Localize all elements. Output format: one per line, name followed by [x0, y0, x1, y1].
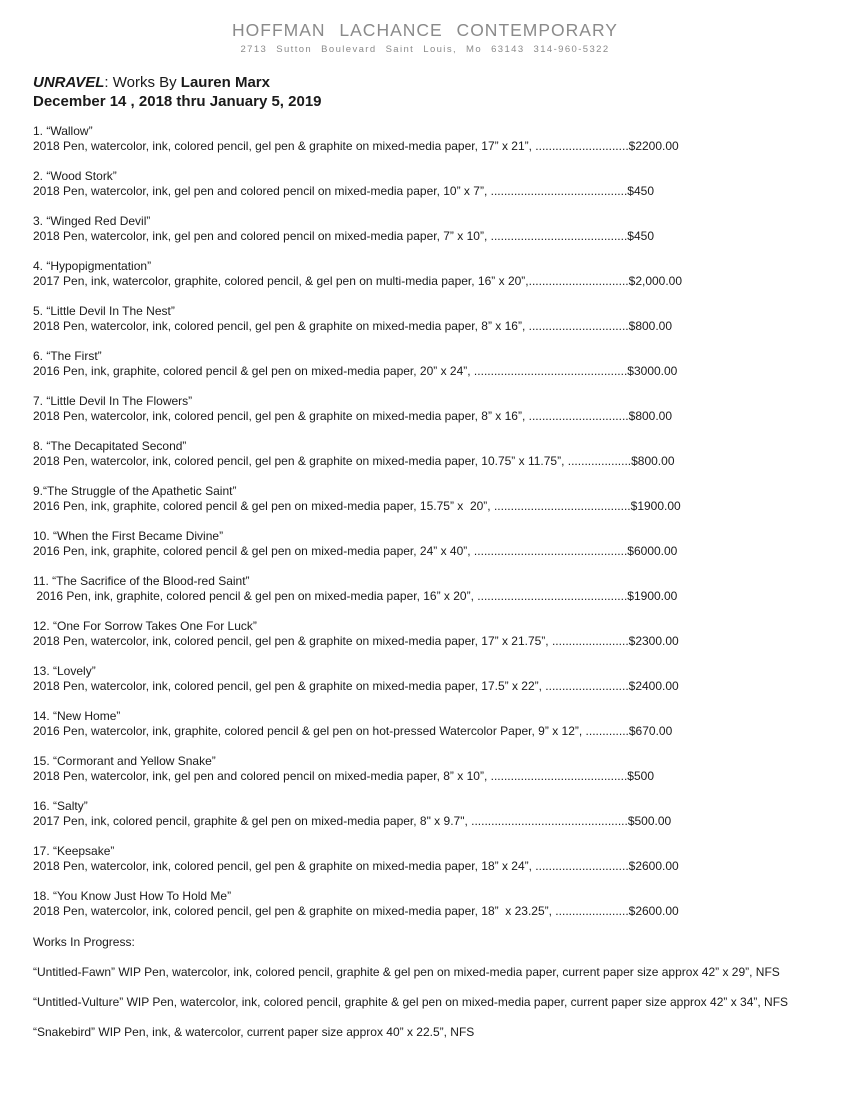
- gallery-address: 2713 Sutton Boulevard Saint Louis, Mo 63143 314-960-5322: [240, 44, 610, 55]
- work-detail: 2018 Pen, watercolor, ink, gel pen and colored pencil on mixed-media paper, 10” x 7”, .........................................$450: [33, 184, 654, 198]
- work-title: 13. “Lovely”: [33, 664, 96, 678]
- work-item: [33, 169, 833, 214]
- work-item: [33, 484, 833, 529]
- works-in-progress: [33, 935, 833, 1055]
- work-item: [33, 799, 833, 844]
- work-detail: 2016 Pen, ink, graphite, colored pencil & gel pen on mixed-media paper, 16” x 20”, .............................................$1900.00: [33, 589, 678, 603]
- work-title: 12. “One For Sorrow Takes One For Luck”: [33, 619, 257, 633]
- work-title: 15. “Cormorant and Yellow Snake”: [33, 754, 216, 768]
- wip-item: “Snakebird” WIP Pen, ink, & watercolor, current paper size approx 40” x 22.5”, NFS: [33, 1025, 475, 1039]
- work-item: [33, 844, 833, 889]
- exhibition-dates: December 14 , 2018 thru January 5, 2019: [33, 93, 322, 110]
- work-detail: 2018 Pen, watercolor, ink, colored pencil, gel pen & graphite on mixed-media paper, 18” x 23.25”, ......................$2600.00: [33, 904, 679, 918]
- artist-name: Lauren Marx: [180, 74, 270, 91]
- work-item: [33, 529, 833, 574]
- wip-item: “Untitled-Fawn” WIP Pen, watercolor, ink, colored pencil, graphite & gel pen on mixed-media paper, current paper size approx 42” x 29”, NFS: [33, 965, 780, 979]
- wip-item: “Untitled-Vulture” WIP Pen, watercolor, ink, colored pencil, graphite & gel pen on mixed-media paper, current paper size approx 42” x 34”, NFS: [33, 995, 789, 1009]
- work-item: [33, 619, 833, 664]
- work-title: 2. “Wood Stork”: [33, 169, 117, 183]
- work-item: [33, 349, 833, 394]
- work-detail: 2018 Pen, watercolor, ink, gel pen and colored pencil on mixed-media paper, 7” x 10”, .........................................$450: [33, 229, 654, 243]
- work-detail: 2018 Pen, watercolor, ink, colored pencil, gel pen & graphite on mixed-media paper, 17.5” x 22”, .........................$2400.00: [33, 679, 679, 693]
- work-detail: 2016 Pen, ink, graphite, colored pencil & gel pen on mixed-media paper, 15.75” x 20”, .........................................$1900.00: [33, 499, 681, 513]
- work-title: 8. “The Decapitated Second”: [33, 439, 187, 453]
- work-detail: 2017 Pen, ink, colored pencil, graphite & gel pen on mixed-media paper, 8" x 9.7", ...............................................$500.00: [33, 814, 672, 828]
- work-item: [33, 754, 833, 799]
- work-detail: 2018 Pen, watercolor, ink, colored pencil, gel pen & graphite on mixed-media paper, 18” x 24”, ............................$2600.00: [33, 859, 679, 873]
- work-item: [33, 394, 833, 439]
- work-detail: 2018 Pen, watercolor, ink, colored pencil, gel pen & graphite on mixed-media paper, 17” x 21”, ............................$2200.00: [33, 139, 679, 153]
- works-by-text: : Works By: [104, 74, 181, 91]
- work-title: 18. “You Know Just How To Hold Me”: [33, 889, 232, 903]
- work-item: [33, 439, 833, 484]
- work-detail: 2018 Pen, watercolor, ink, colored pencil, gel pen & graphite on mixed-media paper, 10.75” x 11.75”, ...................$800.00: [33, 454, 675, 468]
- gallery-name: HOFFMAN LACHANCE CONTEMPORARY: [232, 20, 618, 40]
- work-title: 16. “Salty”: [33, 799, 88, 813]
- work-title: 3. “Winged Red Devil”: [33, 214, 151, 228]
- work-item: [33, 304, 833, 349]
- work-detail: 2016 Pen, watercolor, ink, graphite, colored pencil & gel pen on hot-pressed Watercolor Paper, 9” x 12”, .............$670.00: [33, 724, 673, 738]
- work-item: [33, 889, 833, 934]
- work-title: 17. “Keepsake”: [33, 844, 115, 858]
- work-title: 14. “New Home”: [33, 709, 121, 723]
- exhibition-title-line: [33, 74, 322, 92]
- exhibition-title: UNRAVEL: [33, 74, 105, 91]
- work-item: [33, 124, 833, 169]
- work-item: [33, 709, 833, 754]
- work-detail: 2016 Pen, ink, graphite, colored pencil & gel pen on mixed-media paper, 20” x 24”, ..............................................$3000.00: [33, 364, 678, 378]
- work-title: 10. “When the First Became Divine”: [33, 529, 224, 543]
- work-item: [33, 664, 833, 709]
- work-title: 1. “Wallow”: [33, 124, 93, 138]
- work-item: [33, 214, 833, 259]
- work-detail: 2018 Pen, watercolor, ink, colored pencil, gel pen & graphite on mixed-media paper, 8” x 16”, ..............................$800.00: [33, 409, 673, 423]
- work-detail: 2018 Pen, watercolor, ink, gel pen and colored pencil on mixed-media paper, 8” x 10”, .........................................$500: [33, 769, 654, 783]
- work-title: 7. “Little Devil In The Flowers”: [33, 394, 193, 408]
- work-title: 11. “The Sacrifice of the Blood-red Saint”: [33, 574, 250, 588]
- wip-heading: Works In Progress:: [33, 935, 135, 949]
- work-detail: 2018 Pen, watercolor, ink, colored pencil, gel pen & graphite on mixed-media paper, 8” x 16”, ..............................$800.00: [33, 319, 673, 333]
- letterhead: [0, 20, 850, 55]
- work-title: 9.“The Struggle of the Apathetic Saint”: [33, 484, 237, 498]
- works-list: [33, 124, 833, 934]
- work-title: 4. “Hypopigmentation”: [33, 259, 152, 273]
- work-detail: 2017 Pen, ink, watercolor, graphite, colored pencil, & gel pen on multi-media paper, 16” x 20”,..............................$2,000.00: [33, 274, 683, 288]
- exhibition-header: [33, 74, 322, 111]
- work-title: 5. “Little Devil In The Nest”: [33, 304, 175, 318]
- work-item: [33, 574, 833, 619]
- work-detail: 2016 Pen, ink, graphite, colored pencil & gel pen on mixed-media paper, 24” x 40”, ..............................................$6000.00: [33, 544, 678, 558]
- work-item: [33, 259, 833, 304]
- work-detail: 2018 Pen, watercolor, ink, colored pencil, gel pen & graphite on mixed-media paper, 17” x 21.75”, .......................$2300.00: [33, 634, 679, 648]
- work-title: 6. “The First”: [33, 349, 102, 363]
